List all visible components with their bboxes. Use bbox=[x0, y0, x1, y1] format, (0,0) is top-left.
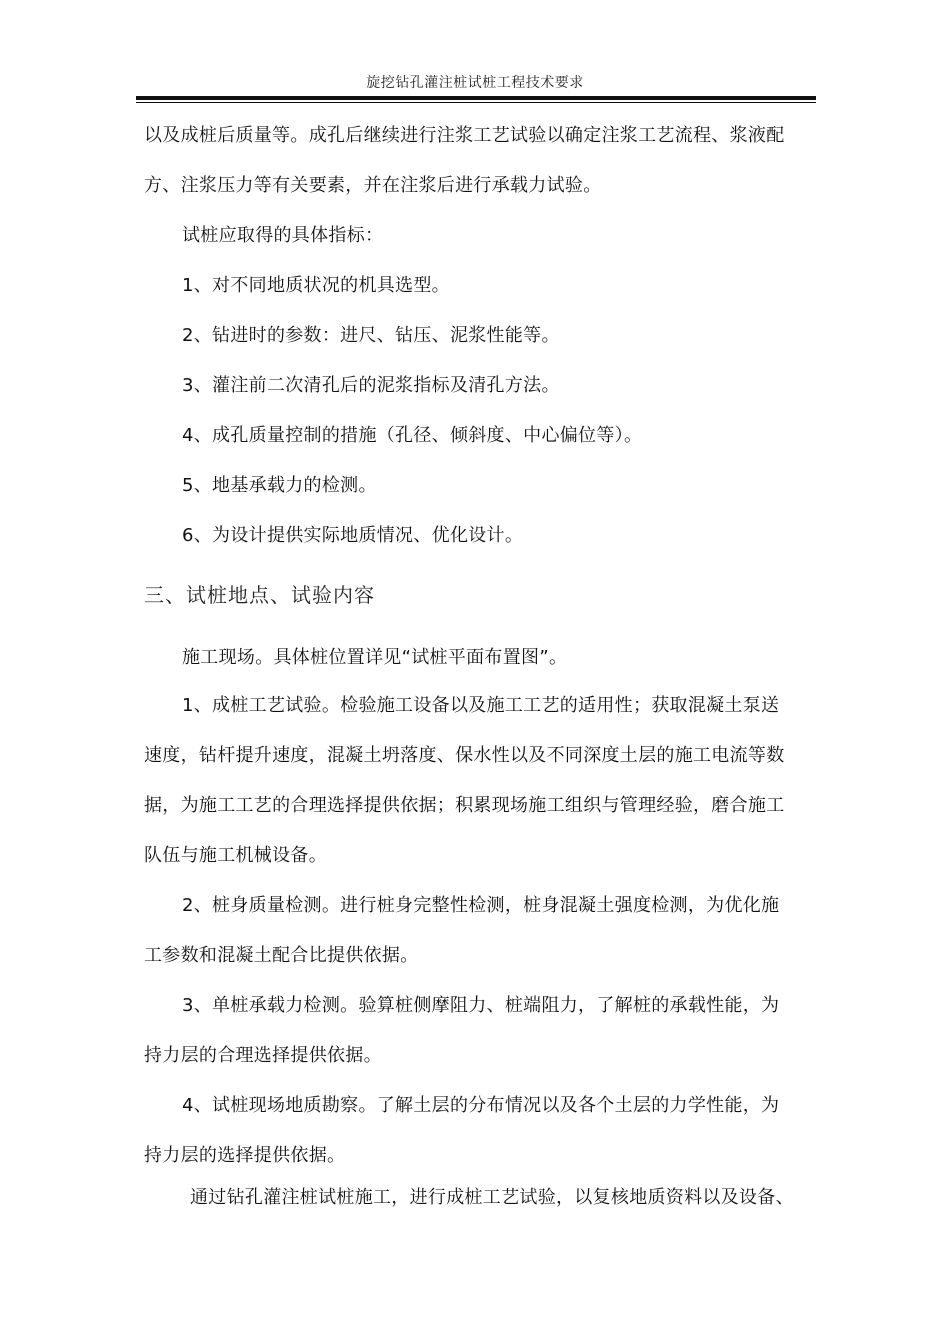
item3-line-2: 持力层的合理选择提供依据。 bbox=[144, 1045, 382, 1066]
header-rule-thick bbox=[136, 96, 816, 100]
para1-line-2: 方、注浆压力等有关要素，并在注浆后进行承载力试验。 bbox=[144, 175, 602, 196]
indicators-intro: 试桩应取得的具体指标： bbox=[182, 225, 384, 246]
header-title: 旋挖钻孔灌注桩试桩工程技术要求 bbox=[366, 75, 584, 91]
item1-line-2: 速度，钻杆提升速度，混凝土坍落度、保水性以及不同深度土层的施工电流等数 bbox=[144, 745, 785, 766]
indicator-item-5: 5、地基承载力的检测。 bbox=[182, 475, 377, 496]
location-line: 施工现场。具体桩位置详见“试桩平面布置图”。 bbox=[182, 647, 568, 668]
item4-line-1: 4、试桩现场地质勘察。了解土层的分布情况以及各个土层的力学性能，为 bbox=[182, 1095, 780, 1116]
indicator-item-1: 1、对不同地质状况的机具选型。 bbox=[182, 275, 450, 296]
closing-line: 通过钻孔灌注桩试桩施工，进行成桩工艺试验，以复核地质资料以及设备、 bbox=[190, 1187, 794, 1208]
header-rule-thin bbox=[136, 102, 816, 103]
item3-line-1: 3、单桩承载力检测。验算桩侧摩阻力、桩端阻力，了解桩的承载性能，为 bbox=[182, 995, 780, 1016]
item4-line-2: 持力层的选择提供依据。 bbox=[144, 1145, 346, 1166]
section-heading: 三、试桩地点、试验内容 bbox=[144, 583, 375, 607]
indicator-item-4: 4、成孔质量控制的措施（孔径、倾斜度、中心偏位等）。 bbox=[182, 425, 643, 446]
item1-line-4: 队伍与施工机械设备。 bbox=[144, 845, 327, 866]
item2-line-1: 2、桩身质量检测。进行桩身完整性检测，桩身混凝土强度检测，为优化施 bbox=[182, 895, 780, 916]
item1-line-1: 1、成桩工艺试验。检验施工设备以及施工工艺的适用性；获取混凝土泵送 bbox=[182, 695, 780, 716]
indicator-item-6: 6、为设计提供实际地质情况、优化设计。 bbox=[182, 525, 524, 546]
item2-line-2: 工参数和混凝土配合比提供依据。 bbox=[144, 945, 419, 966]
indicator-item-2: 2、钻进时的参数：进尺、钻压、泥浆性能等。 bbox=[182, 325, 560, 346]
item1-line-3: 据，为施工工艺的合理选择提供依据；积累现场施工组织与管理经验，磨合施工 bbox=[144, 795, 785, 816]
indicator-item-3: 3、灌注前二次清孔后的泥浆指标及清孔方法。 bbox=[182, 375, 560, 396]
para1-line-1: 以及成桩后质量等。成孔后继续进行注浆工艺试验以确定注浆工艺流程、浆液配 bbox=[144, 125, 785, 146]
